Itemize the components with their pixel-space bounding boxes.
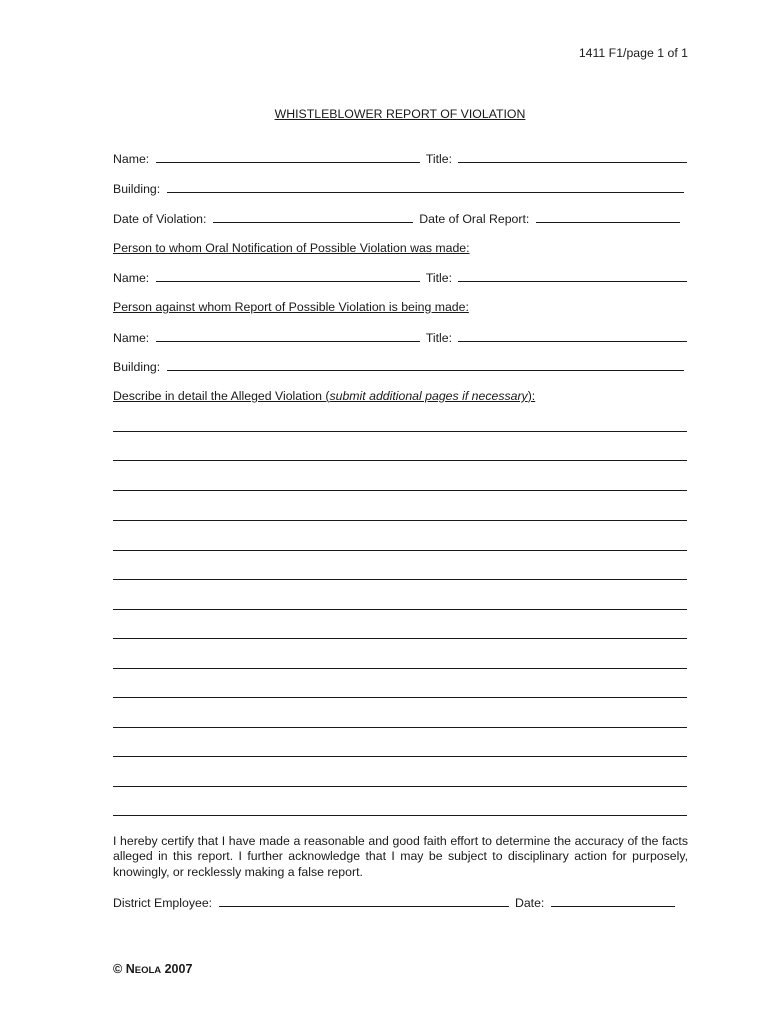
- date-of-violation-field[interactable]: [213, 211, 413, 223]
- describe-heading-close: ):: [527, 389, 536, 403]
- description-line[interactable]: [113, 638, 687, 639]
- copyright-footer: [113, 962, 192, 976]
- title-label: Title:: [425, 331, 453, 345]
- accused-person-row: [113, 330, 690, 346]
- district-employee-field[interactable]: [219, 895, 509, 907]
- signature-row: [113, 895, 678, 911]
- document-title: WHISTLEBLOWER REPORT OF VIOLATION: [274, 107, 526, 121]
- description-line[interactable]: [113, 579, 687, 580]
- oral-notification-title-field[interactable]: [458, 270, 687, 282]
- copyright-symbol: ©: [113, 962, 123, 976]
- reporter-building-field[interactable]: [167, 181, 684, 193]
- reporter-row: [113, 151, 690, 167]
- reporter-building-row: [113, 181, 687, 197]
- title-label: Title:: [425, 271, 453, 285]
- oral-notification-person-row: [113, 270, 690, 286]
- description-line[interactable]: [113, 490, 687, 491]
- description-line[interactable]: [113, 697, 687, 698]
- date-of-oral-report-label: Date of Oral Report:: [419, 212, 530, 226]
- description-line[interactable]: [113, 668, 687, 669]
- copyright-year: 2007: [164, 962, 193, 976]
- accused-name-field[interactable]: [156, 330, 420, 342]
- oral-notification-heading: Person to whom Oral Notification of Possible Violation was made:: [113, 241, 470, 255]
- signature-date-field[interactable]: [551, 895, 675, 907]
- page-reference: 1411 F1/page 1 of 1: [578, 46, 688, 60]
- description-line[interactable]: [113, 431, 687, 432]
- reporter-name-field[interactable]: [156, 151, 420, 163]
- description-line[interactable]: [113, 786, 687, 787]
- oral-notification-name-field[interactable]: [156, 270, 420, 282]
- description-line[interactable]: [113, 815, 687, 816]
- name-label: Name:: [113, 331, 150, 345]
- report-against-heading: Person against whom Report of Possible Violation is being made:: [113, 300, 469, 314]
- description-line[interactable]: [113, 520, 687, 521]
- accused-building-field[interactable]: [167, 359, 684, 371]
- describe-heading-note: submit additional pages if necessary: [329, 389, 528, 403]
- date-of-violation-label: Date of Violation:: [113, 212, 207, 226]
- certification-text: I hereby certify that I have made a reasonable and good faith effort to determine the accuracy of the facts alleged in this report. I further acknowledge that I may be subject to disciplinary action for purposely, knowingly, or recklessly making a false report.: [113, 834, 688, 879]
- describe-heading-text: Describe in detail the Alleged Violation (: [113, 389, 330, 403]
- brand-initial: N: [125, 962, 135, 976]
- name-label: Name:: [113, 152, 150, 166]
- description-line[interactable]: [113, 460, 687, 461]
- dates-row: [113, 211, 683, 227]
- brand-rest: EOLA: [134, 965, 162, 976]
- title-label: Title:: [425, 152, 453, 166]
- date-of-oral-report-field[interactable]: [536, 211, 680, 223]
- reporter-title-field[interactable]: [458, 151, 687, 163]
- building-label: Building:: [113, 360, 161, 374]
- description-line[interactable]: [113, 550, 687, 551]
- accused-title-field[interactable]: [458, 330, 687, 342]
- name-label: Name:: [113, 271, 150, 285]
- description-line[interactable]: [113, 727, 687, 728]
- description-line[interactable]: [113, 756, 687, 757]
- accused-building-row: [113, 359, 687, 375]
- building-label: Building:: [113, 182, 161, 196]
- signature-date-label: Date:: [514, 896, 545, 910]
- description-line[interactable]: [113, 609, 687, 610]
- describe-violation-heading: [113, 389, 535, 405]
- district-employee-label: District Employee:: [113, 896, 213, 910]
